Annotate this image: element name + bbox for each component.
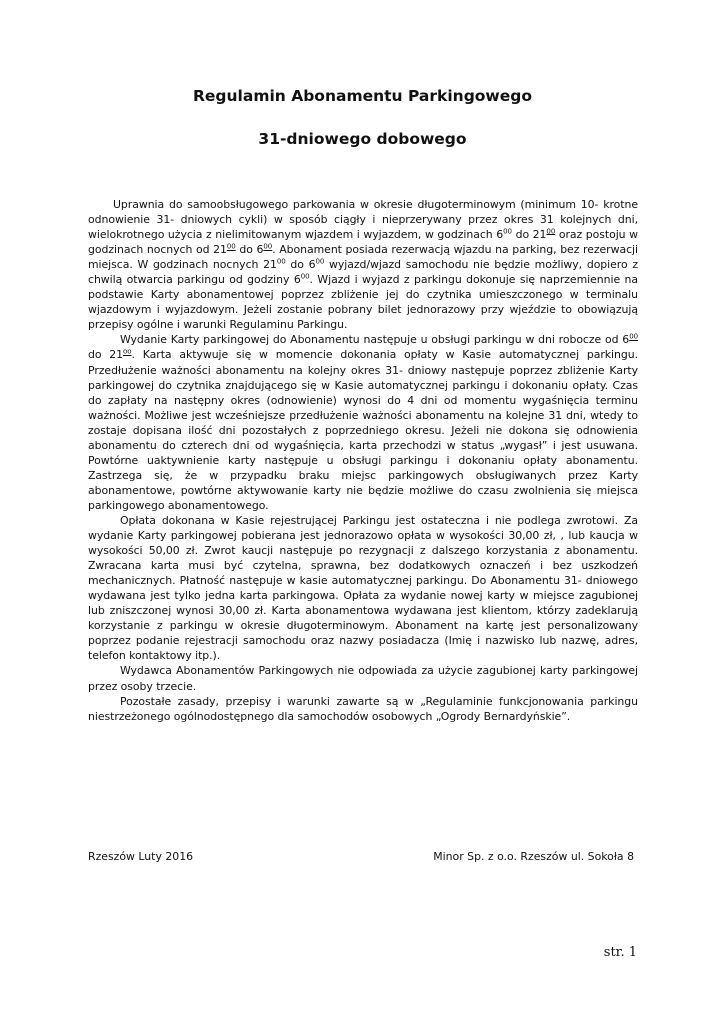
paragraph-5: Pozostałe zasady, przepisy i warunki zawarte są w „Regulaminie funkcjonowania parkingu niestrzeżonego ogólnodostępnego dla samochodów osobowych „Ogrody Bernardyńskie”.: [88, 694, 638, 723]
paragraph-4: Wydawca Abonamentów Parkingowych nie odpowiada za użycie zagubionej karty parkingowej przez osoby trzecie.: [88, 664, 638, 693]
footer-place-date: Rzeszów Luty 2016: [88, 850, 194, 863]
document-title: Regulamin Abonamentu Parkingowego: [192, 87, 533, 105]
page-number: str. 1: [603, 945, 637, 960]
footer-company: Minor Sp. z o.o. Rzeszów ul. Sokoła 8: [433, 850, 634, 863]
paragraph-3: Opłata dokonana w Kasie rejestrującej Parkingu jest ostateczna i nie podlega zwrotowi. Za wydanie Karty parkingowej pobierana jest jednorazowo opłata w wysokości 30,00 zł, , lub kaucja w wysokości 50,00 zł. Zwrot kaucji następuje po rezygnacji z dalszego korzystania z abonamentu. Zwracana karta musi być czytelna, sprawna, bez dodatkowych oznaczeń i bez uszkodzeń mechanicznych. Płatność następuje w kasie automatycznej parkingu. Do Abonamentu 31- dniowego wydawana jest tylko jedna karta parkingowa. Opłata za wydanie nowej karty w miejsce zagubionej lub zniszczonej wynosi 30,00 zł. Karta abonamentowa wydawana jest klientom, którzy zadeklarują korzystanie z parkingu w okresie długoterminowym. Abonament na kartę jest personalizowany poprzez podanie rejestracji samochodu oraz nazwy posiadacza (Imię i nazwisko lub nazwę, adres, telefon kontaktowy itp.).: [88, 513, 638, 663]
document-footer: [88, 850, 634, 863]
document-body: [88, 197, 638, 724]
document-subtitle: 31-dniowego dobowego: [258, 130, 467, 148]
paragraph-2: Wydanie Karty parkingowej do Abonamentu następuje u obsługi parkingu w dni robocze od $6^{00}$ do $21^{oo}$. Karta aktywuje się w momencie dokonania opłaty w Kasie automatycznej parkingu. Przedłużenie ważności abonamentu na kolejny okres 31- dniowy następuje poprzez zbliżenie Karty parkingowej do czytnika znajdującego się w Kasie automatycznej parkingu i dokonaniu opłaty. Czas do zapłaty na następny okres (odnowienie) wynosi do 4 dni od momentu wygaśnięcia terminu ważności. Możliwe jest wcześniejsze przedłużenie ważności abonamentu na kolejne 31 dni, wtedy to zostaje dopisana ilość dni pozostałych z poprzedniego okresu. Jeżeli nie dokona się odnowienia abonamentu do czterech dni od wygaśnięcia, karta przechodzi w status „wygasł” i jest usuwana. Powtórne uaktywnienie karty następuje u obsługi parkingu i dokonaniu opłaty abonamentu. Zastrzega się, że w przypadku braku miejsc parkingowych obsługiwanych przez Karty abonamentowe, powtórne aktywowanie karty nie będzie możliwe do czasu zwolnienia się miejsca parkingowego abonamentowego.: [88, 332, 638, 512]
paragraph-1: Uprawnia do samoobsługowego parkowania w okresie długoterminowym (minimum 10- krotne odnowienie 31- dniowych cykli) w sposób ciągły i nieprzerywany przez okres 31 kolejnych dni, wielokrotnego użycia z nielimitowanym wjazdem i wyjazdem, w godzinach $6^{00}$ do $21^{00}$ oraz postoju w godzinach nocnych od $21^{00}$ do $6^{00}$. Abonament posiada rezerwacją wjazdu na parking, bez rezerwacji miejsca. W godzinach nocnych $21^{00}$ do $6^{00}$ wyjazd/wjazd samochodu nie będzie możliwy, dopiero z chwilą otwarcia parkingu od godziny $6^{00}$. Wjazd i wyjazd z parkingu dokonuje się naprzemiennie na podstawie Karty abonamentowej poprzez zbliżenie jej do czytnika umieszczonego w terminalu wjazdowym i wyjazdowym. Jeżeli zostanie pobrany bilet jednorazowy przy wjeździe to obowiązują przepisy ogólne i warunki Regulaminu Parkingu.: [88, 198, 639, 332]
